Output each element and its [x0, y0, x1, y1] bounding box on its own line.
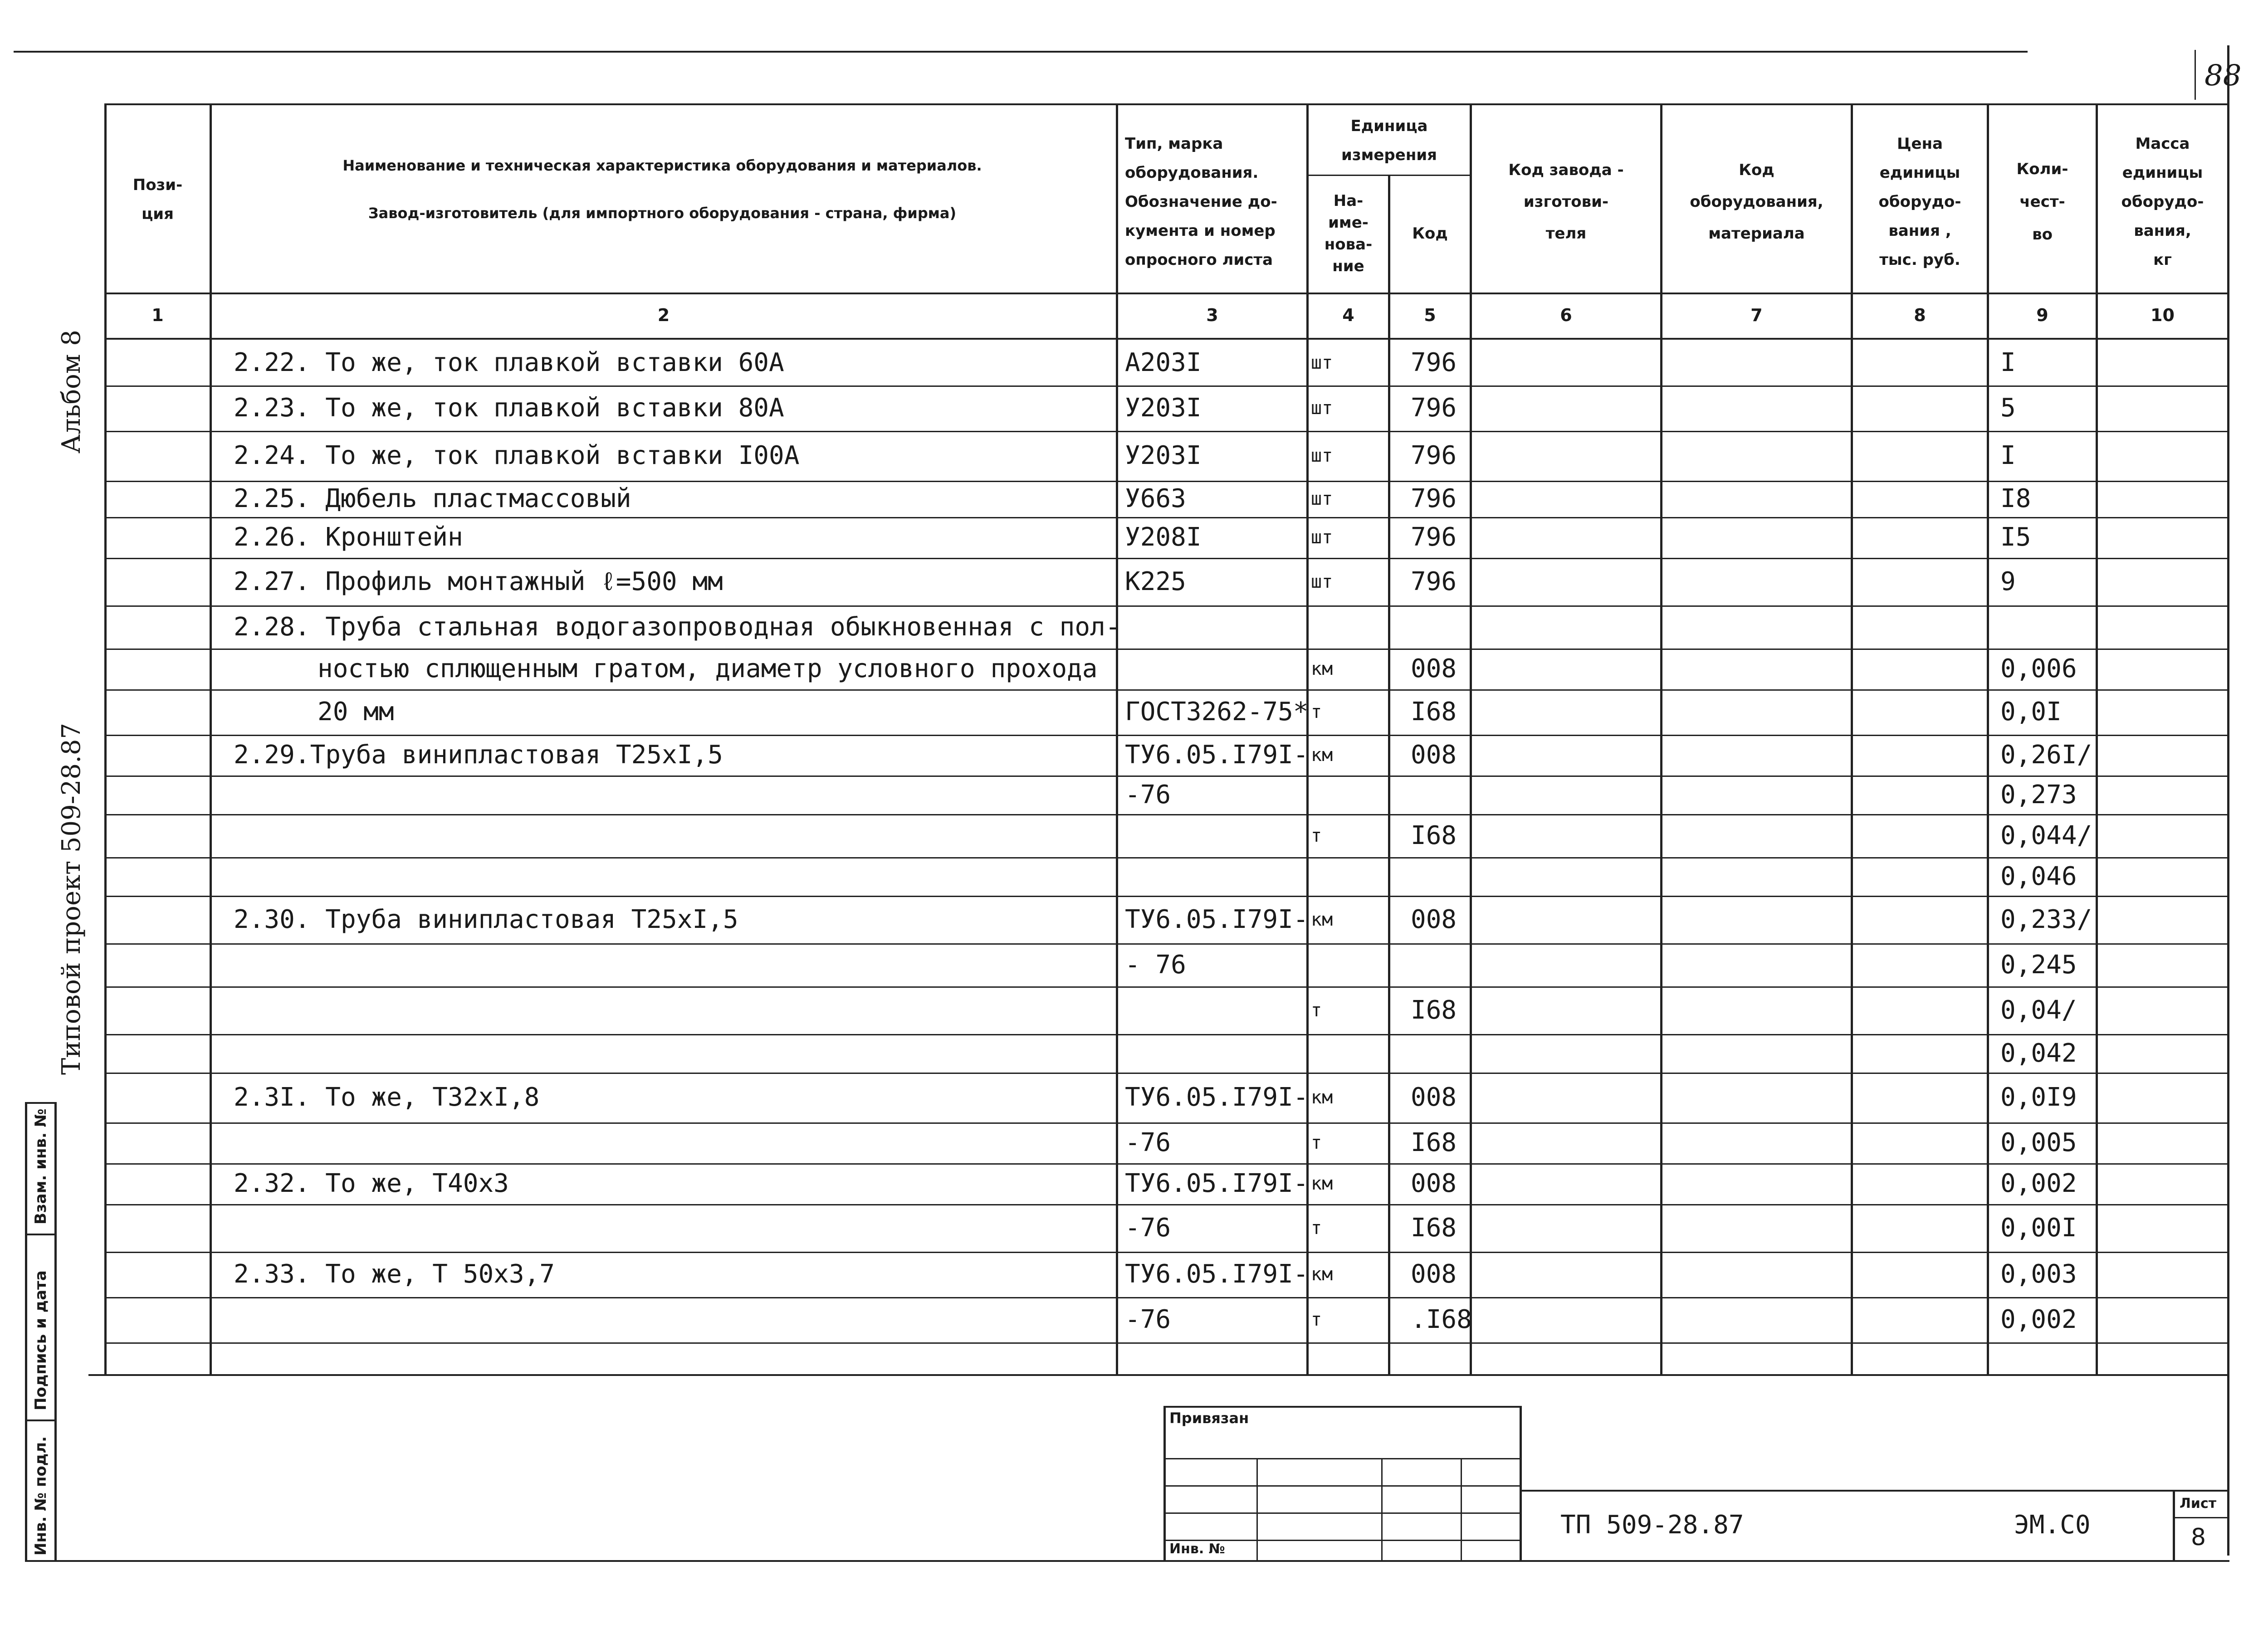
row-divider [104, 481, 2227, 482]
row-quantity: I5 [2000, 522, 2031, 552]
row-divider [104, 689, 2227, 691]
row-code: 796 [1411, 393, 1457, 423]
header-unit-code: Код [1412, 224, 1448, 243]
row-code: I68 [1411, 995, 1457, 1025]
top-rule [14, 51, 2028, 53]
row-unit: км [1311, 658, 1333, 679]
bottom-frame-line [25, 1560, 2229, 1562]
row-quantity: 0,046 [2000, 861, 2077, 891]
column-number-7: 7 [1750, 305, 1763, 325]
row-name: ностью сплющенным гратом, диаметр условного прохода [318, 654, 1098, 683]
stamp-col3 [1461, 1458, 1462, 1560]
header-name-line1: Наименование и техническая характеристика оборудования и материалов. [342, 157, 982, 174]
row-quantity: 0,002 [2000, 1169, 2077, 1198]
row-type: ТУ6.05.I79I- [1125, 904, 1309, 934]
header-position: Пози- ция [132, 176, 183, 223]
column-number-2: 2 [657, 305, 670, 325]
row-divider [104, 735, 2227, 736]
row-divider [104, 896, 2227, 897]
row-divider [104, 1204, 2227, 1205]
stamp-row1 [1163, 1458, 1520, 1459]
header-name-line2: Завод-изготовитель (для импортного оборудования - страна, фирма) [368, 205, 957, 222]
row-type: А203I [1125, 348, 1202, 377]
row-name: 2.23. То же, ток плавкой вставки 80А [234, 393, 784, 423]
header-type: Тип, марка оборудования. Обозначение до- кумента и номер опросного листа [1125, 135, 1277, 269]
row-code: 008 [1411, 904, 1457, 934]
header-price: Цена единицы оборудо- вания , тыс. руб. [1878, 135, 1961, 269]
row-unit: шт [1311, 398, 1333, 419]
row-quantity: 0,26I/ [2000, 740, 2092, 770]
table-top [104, 103, 2227, 105]
row-code: I68 [1411, 697, 1457, 727]
row-unit: шт [1311, 445, 1333, 466]
column-number-10: 10 [2151, 305, 2175, 325]
row-divider [104, 517, 2227, 518]
stamp-col1 [1256, 1458, 1258, 1560]
row-type: У203I [1125, 441, 1202, 470]
side-box-div2 [25, 1419, 57, 1421]
album-label: Альбом 8 [57, 330, 86, 454]
row-name: 2.25. Дюбель пластмассовый [234, 484, 631, 513]
row-divider [104, 649, 2227, 650]
titleblock-top [1520, 1490, 2229, 1492]
row-quantity: 0,042 [2000, 1038, 2077, 1068]
row-unit: км [1311, 1173, 1333, 1194]
row-quantity: 0,044/ [2000, 820, 2092, 850]
row-type: ГОСТ3262-75* [1125, 697, 1309, 727]
project-label: Типовой проект 509-28.87 [57, 722, 86, 1075]
row-quantity: 0,006 [2000, 654, 2077, 683]
side-box-right [54, 1102, 57, 1560]
row-unit: т [1311, 825, 1322, 846]
row-divider [104, 1034, 2227, 1035]
row-divider [104, 943, 2227, 945]
stamp-row2 [1163, 1485, 1520, 1487]
row-divider [104, 1073, 2227, 1074]
row-divider [104, 431, 2227, 432]
row-name: 2.26. Кронштейн [234, 522, 463, 552]
row-unit: т [1311, 1000, 1322, 1021]
row-divider [104, 1342, 2227, 1344]
col-line-8 [1987, 103, 1989, 1374]
side-box-top [25, 1102, 57, 1104]
stamp-col2 [1381, 1458, 1383, 1560]
row-name: 2.29.Труба винипластовая Т25хI,5 [234, 740, 723, 770]
row-name: 2.27. Профиль монтажный ℓ=500 мм [234, 566, 723, 596]
row-quantity: I [2000, 441, 2016, 470]
row-divider [104, 776, 2227, 777]
row-quantity: 0,0I9 [2000, 1083, 2077, 1112]
row-code: 796 [1411, 348, 1457, 377]
row-unit: км [1311, 1087, 1333, 1108]
row-unit: т [1311, 1132, 1322, 1153]
column-number-4: 4 [1342, 305, 1354, 325]
col-line-2 [1116, 103, 1118, 1374]
row-unit: т [1311, 1217, 1322, 1239]
row-type: У203I [1125, 393, 1202, 423]
row-type: -76 [1125, 780, 1171, 810]
row-name: 20 мм [318, 697, 394, 727]
row-name: 2.30. Труба винипластовая Т25хI,5 [234, 904, 738, 934]
row-unit: км [1311, 1264, 1333, 1285]
row-divider [104, 385, 2227, 387]
row-unit: т [1311, 702, 1322, 722]
row-type: ТУ6.05.I79I- [1125, 1169, 1309, 1198]
row-code: 796 [1411, 522, 1457, 552]
stamp-privyazan: Привязан [1169, 1410, 1249, 1427]
col-line-0 [104, 103, 107, 1374]
page-number: 88 [2204, 59, 2242, 93]
row-name: 2.24. То же, ток плавкой вставки I00А [234, 441, 800, 470]
row-name: 2.22. То же, ток плавкой вставки 60А [234, 348, 784, 377]
row-quantity: 0,002 [2000, 1305, 2077, 1334]
column-number-5: 5 [1424, 305, 1436, 325]
row-divider [104, 857, 2227, 858]
row-unit: шт [1311, 352, 1333, 373]
row-quantity: I [2000, 348, 2016, 377]
row-name: 2.28. Труба стальная водогазопроводная обыкновенная с пол- [234, 612, 1121, 642]
col-line-4 [1388, 175, 1390, 1374]
doc-code: ЭМ.С0 [2014, 1510, 2091, 1540]
row-type: -76 [1125, 1128, 1171, 1157]
header-bottom [104, 293, 2227, 294]
col-line-6 [1660, 103, 1662, 1374]
header-quantity: Коли- чест- во [2016, 160, 2068, 244]
header-unit-group: Единица измерения [1341, 117, 1437, 164]
header-unit-name: На- име- нова- ние [1324, 192, 1373, 275]
row-code: 008 [1411, 1169, 1457, 1198]
page-number-divider [2195, 50, 2196, 100]
row-divider [104, 1122, 2227, 1124]
row-divider [104, 1297, 2227, 1298]
row-code: I68 [1411, 1128, 1457, 1157]
col-line-1 [210, 103, 212, 1374]
header-mass: Масса единицы оборудо- вания, кг [2121, 135, 2204, 269]
row-code: 796 [1411, 484, 1457, 513]
side-box-inv: Инв. № подл. [32, 1436, 50, 1556]
row-unit: шт [1311, 571, 1333, 592]
row-code: 796 [1411, 441, 1457, 470]
row-quantity: 0,00I [2000, 1213, 2077, 1243]
row-quantity: 0,003 [2000, 1259, 2077, 1289]
row-name: 2.33. То же, Т 50х3,7 [234, 1259, 555, 1289]
stamp-top [1163, 1406, 1522, 1408]
row-unit: т [1311, 1309, 1322, 1330]
row-code: 008 [1411, 1259, 1457, 1289]
stamp-inv-no: Инв. № [1169, 1541, 1225, 1557]
row-quantity: 5 [2000, 393, 2016, 423]
sheet-number: 8 [2191, 1524, 2206, 1551]
row-unit: шт [1311, 488, 1333, 509]
col-line-9 [2096, 103, 2098, 1374]
row-divider [104, 1163, 2227, 1165]
table-bottom [88, 1374, 2227, 1376]
row-type: -76 [1125, 1305, 1171, 1334]
row-name: 2.3I. То же, Т32хI,8 [234, 1083, 540, 1112]
side-box-left [25, 1102, 27, 1560]
sheet-box-left [2173, 1490, 2175, 1560]
row-quantity: I8 [2000, 484, 2031, 513]
row-code: 796 [1411, 566, 1457, 596]
col-line-5 [1470, 103, 1472, 1374]
side-box-replace: Взам. инв. № [32, 1108, 50, 1224]
row-quantity: 0,04/ [2000, 995, 2077, 1025]
row-type: -76 [1125, 1213, 1171, 1243]
sheet-box-mid [2173, 1517, 2229, 1518]
column-number-9: 9 [2036, 305, 2048, 325]
row-unit: шт [1311, 527, 1333, 548]
header-equipment-code: Код оборудования, материала [1690, 161, 1823, 243]
row-divider [104, 1252, 2227, 1253]
row-code: 008 [1411, 740, 1457, 770]
row-type: - 76 [1125, 950, 1186, 980]
stamp-row3 [1163, 1512, 1520, 1514]
row-divider [104, 558, 2227, 559]
row-code: .I68 [1411, 1305, 1472, 1334]
side-box-sign: Подпись и дата [32, 1270, 50, 1410]
row-type: ТУ6.05.I79I- [1125, 1259, 1309, 1289]
column-number-8: 8 [1914, 305, 1926, 325]
column-number-3: 3 [1206, 305, 1218, 325]
stamp-right [1520, 1406, 1522, 1560]
row-quantity: 0,0I [2000, 697, 2062, 727]
sheet-label: Лист [2180, 1496, 2217, 1512]
column-number-6: 6 [1560, 305, 1572, 325]
right-frame-line [2227, 45, 2229, 1556]
colnum-bottom [104, 338, 2227, 340]
side-box-div1 [25, 1234, 57, 1235]
col-line-7 [1851, 103, 1853, 1374]
row-quantity: 0,245 [2000, 950, 2077, 980]
row-code: 008 [1411, 1083, 1457, 1112]
row-quantity: 0,233/ [2000, 904, 2092, 934]
column-number-1: 1 [152, 305, 164, 325]
row-unit: км [1311, 909, 1333, 930]
row-type: К225 [1125, 566, 1186, 596]
header-maker-code: Код завода - изготови- теля [1508, 161, 1624, 243]
row-type: У663 [1125, 484, 1186, 513]
row-name: 2.32. То же, Т40х3 [234, 1169, 509, 1198]
row-code: I68 [1411, 1213, 1457, 1243]
row-divider [104, 605, 2227, 607]
doc-number: ТП 509-28.87 [1560, 1510, 1744, 1540]
row-type: У208I [1125, 522, 1202, 552]
row-divider [104, 814, 2227, 815]
row-quantity: 9 [2000, 566, 2016, 596]
row-quantity: 0,005 [2000, 1128, 2077, 1157]
row-divider [104, 986, 2227, 988]
row-quantity: 0,273 [2000, 780, 2077, 810]
row-code: I68 [1411, 820, 1457, 850]
row-type: ТУ6.05.I79I- [1125, 740, 1309, 770]
row-code: 008 [1411, 654, 1457, 683]
row-unit: км [1311, 745, 1333, 766]
row-type: ТУ6.05.I79I- [1125, 1083, 1309, 1112]
stamp-left [1163, 1406, 1166, 1560]
